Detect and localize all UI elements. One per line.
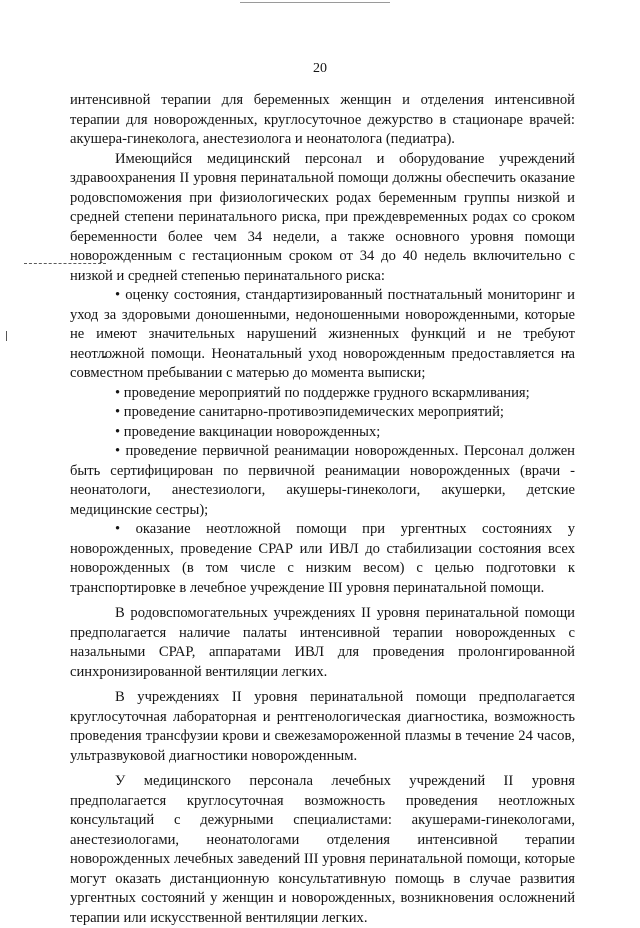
paragraph-diagnostics: В учреждениях II уровня перинатальной помощи предполагается круглосуточная лабораторная и рентгенологическая диагностика, возможность проведения трансфузии крови и свежезамороженной плазмы в течение 24 часов, ультразвуковой диагностики новорожденным.	[70, 689, 575, 764]
bullet-item-assessment: • оценку состояния, стандартизированный постнатальный мониторинг и уход за здоровыми доношенными, недоношенными новорожденными, которые не имеют значительных нарушений жизненных функций и не требуют неотложной помощи. Неонатальный уход новорожденным предоставляется на совместном пребывании с матерью до момента выписки;	[70, 287, 575, 381]
paragraph-continuation: интенсивной терапии для беременных женщин и отделения интенсивной терапии для новорожденных, круглосуточное дежурство в стационаре врачей: акушера-гинеколога, анестезиолога и неонатолога (педиатра).	[70, 92, 575, 147]
bullet-item-emergency-care: • оказание неотложной помощи при ургентных состояниях у новорожденных, проведение СРАР или ИВЛ до стабилизации состояния всех новорожденных (в том числе с низким весом) с целью подготовки к транспортировке в лечебное учреждение III уровня перинатальной помощи.	[70, 521, 575, 596]
bullet-item-vaccination: • проведение вакцинации новорожденных;	[115, 423, 381, 440]
bullet-item-sanitary: • проведение санитарно-противоэпидемических мероприятий;	[115, 404, 504, 420]
page-number: 20	[313, 61, 327, 76]
paragraph-consultations: У медицинского персонала лечебных учреждений II уровня предполагается круглосуточная возможность проведения неотложных консультаций с дежурными специалистами: акушерами-гинекологами, анестезиологами, неонатологами отделения интенсивной терапии новорожденных лечебных заведений III уровня перинатальной помощи, которые могут оказать дистанционную консультативную помощь в случае развития ургентных состояний у женщин и новорожденных, возникновения осложнений терапии или искусственной вентиляции легких.	[70, 773, 575, 926]
bullet-item-breastfeeding: • проведение мероприятий по поддержке грудного вскармливания;	[115, 384, 530, 401]
scan-edge-line	[240, 2, 390, 3]
margin-tick-mark	[6, 331, 7, 341]
paragraph-intensive-care-ward: В родовспомогательных учреждениях II уровня перинатальной помощи предполагается наличие палаты интенсивной терапии новорожденных с назальными СРАР, аппаратами ИВЛ для проведения пролонгированной синхронизированной вентиляции легких.	[70, 605, 575, 680]
bullet-item-resuscitation: • проведение первичной реанимации новорожденных. Персонал должен быть сертифицирован по первичной реанимации новорожденных (врачи - неонатологи, анестезиологи, акушеры-гинекологи, акушерки, детские медицинские сестры);	[70, 443, 575, 518]
paragraph-level-two-requirements: Имеющийся медицинский персонал и оборудование учреждений здравоохранения II уровня перинатальной помощи должны обеспечить оказание родовспоможения при физиологических родах беременным группы низкой и средней степени перинатального риска, при преждевременных родах со сроком беременности более чем 34 недели, а также основного уровня помощи новорожденным с гестационным сроком от 34 до 40 недель включительно с низкой и средней степенью перинатального риска:	[70, 150, 575, 284]
document-body	[70, 91, 575, 928]
